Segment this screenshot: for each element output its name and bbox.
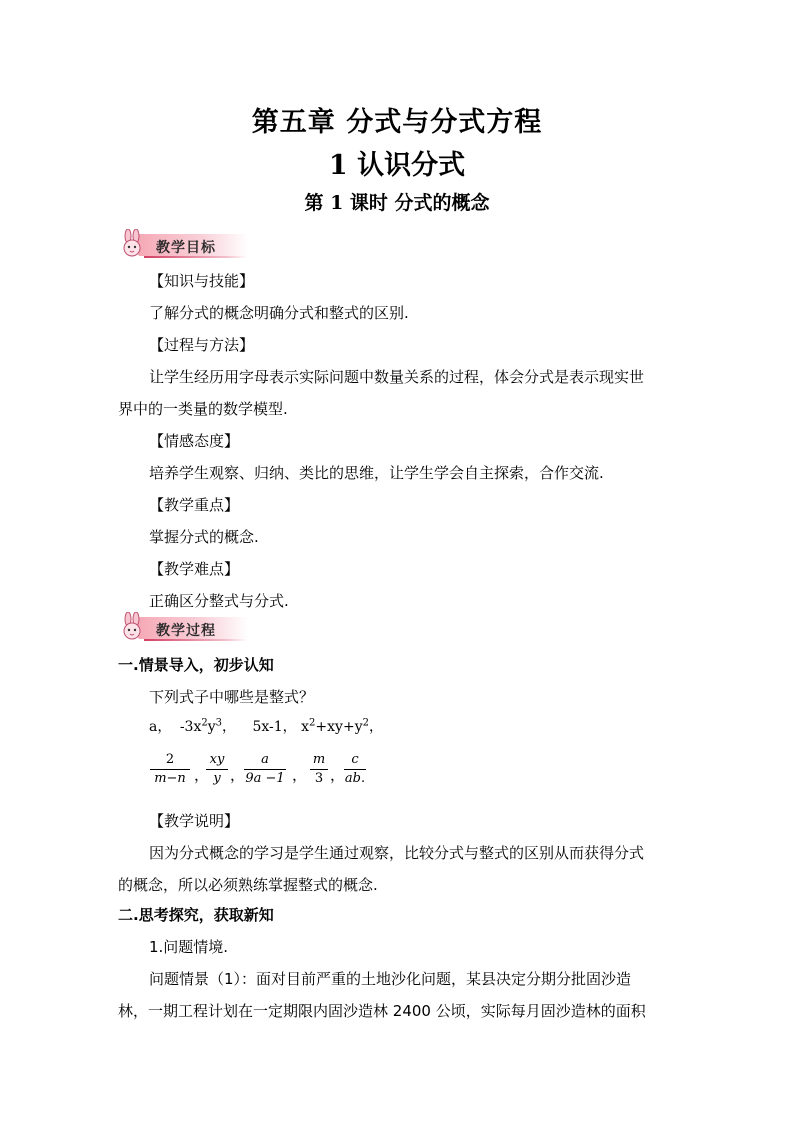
rabbit-icon <box>118 612 148 642</box>
process-text-line2: 界中的一类量的数学模型. <box>118 400 288 418</box>
part2-heading: 二.思考探究，获取新知 <box>118 906 274 924</box>
expr-a: a， <box>149 719 172 735</box>
part1-question: 下列式子中哪些是整式？ <box>149 688 315 706</box>
teaching-note-line2: 的概念，所以必须熟练掌握整式的概念. <box>118 876 378 894</box>
fraction-bar <box>344 769 366 770</box>
process-heading: 【过程与方法】 <box>149 336 255 354</box>
fraction-bar <box>244 769 286 770</box>
key-point-heading: 【教学重点】 <box>149 496 240 514</box>
process-text-line1: 让学生经历用字母表示实际问题中数量关系的过程，体会分式是表示现实世 <box>149 368 645 386</box>
fraction-denominator: 3 <box>314 771 324 786</box>
teaching-note-heading: 【教学说明】 <box>149 812 240 830</box>
rabbit-icon <box>118 229 148 259</box>
fraction <box>150 752 190 787</box>
part1-heading: 一.情景导入，初步认知 <box>118 656 274 674</box>
separator: ， <box>194 766 210 784</box>
fraction <box>244 752 286 787</box>
fraction-numerator: c <box>351 752 359 767</box>
fraction-numerator: 2 <box>165 752 175 767</box>
fraction <box>344 752 366 787</box>
fraction-bar <box>150 769 190 770</box>
fraction-numerator: m <box>312 752 326 767</box>
lesson-title: 第 1 课时 分式的概念 <box>304 192 490 214</box>
fraction <box>310 752 328 787</box>
difficult-point-text: 正确区分整式与分式. <box>149 592 289 610</box>
fraction-denominator: m−n <box>154 771 186 786</box>
banner-teaching-goals <box>118 229 258 259</box>
attitude-heading: 【情感态度】 <box>149 432 240 450</box>
part2-item1: 1.问题情境. <box>149 938 229 956</box>
chapter-title: 第五章 分式与分式方程 <box>251 107 543 138</box>
expr-c: 5x-1， <box>252 719 297 735</box>
fraction <box>206 752 228 787</box>
teaching-note-line1: 因为分式概念的学习是学生通过观察，比较分式与整式的区别从而获得分式 <box>149 844 645 862</box>
section-title: 1 认识分式 <box>328 150 466 181</box>
separator: ， <box>230 766 246 784</box>
fraction-denominator: 9a −1 <box>245 771 285 786</box>
banner-teaching-process <box>118 612 258 642</box>
expr-b: $-3x^2y^3$， <box>179 717 237 735</box>
polynomial-list <box>149 716 383 736</box>
banner-label: 教学目标 <box>156 240 216 256</box>
fraction-numerator: xy <box>209 752 225 767</box>
fraction-bar <box>206 769 228 770</box>
scene-line1: 问题情景（1）：面对目前严重的土地沙化问题，某县决定分期分批固沙造 <box>149 970 632 988</box>
expr-d: $x^2+xy+y^2$， <box>301 717 383 735</box>
fraction-denominator: ab. <box>344 771 366 786</box>
fraction-bar <box>310 769 328 770</box>
knowledge-heading: 【知识与技能】 <box>149 272 255 290</box>
attitude-text: 培养学生观察、归纳、类比的思维，让学生学会自主探索，合作交流. <box>149 464 604 482</box>
fraction-denominator: y <box>213 771 221 786</box>
difficult-point-heading: 【教学难点】 <box>149 560 240 578</box>
separator: ， <box>292 766 308 784</box>
knowledge-text: 了解分式的概念明确分式和整式的区别. <box>149 304 409 322</box>
key-point-text: 掌握分式的概念. <box>149 528 259 546</box>
separator: ， <box>330 766 346 784</box>
scene-line2: 林，一期工程计划在一定期限内固沙造林 2400 公顷，实际每月固沙造林的面积 <box>118 1002 646 1020</box>
banner-label: 教学过程 <box>156 623 216 639</box>
fraction-numerator: a <box>261 752 269 767</box>
